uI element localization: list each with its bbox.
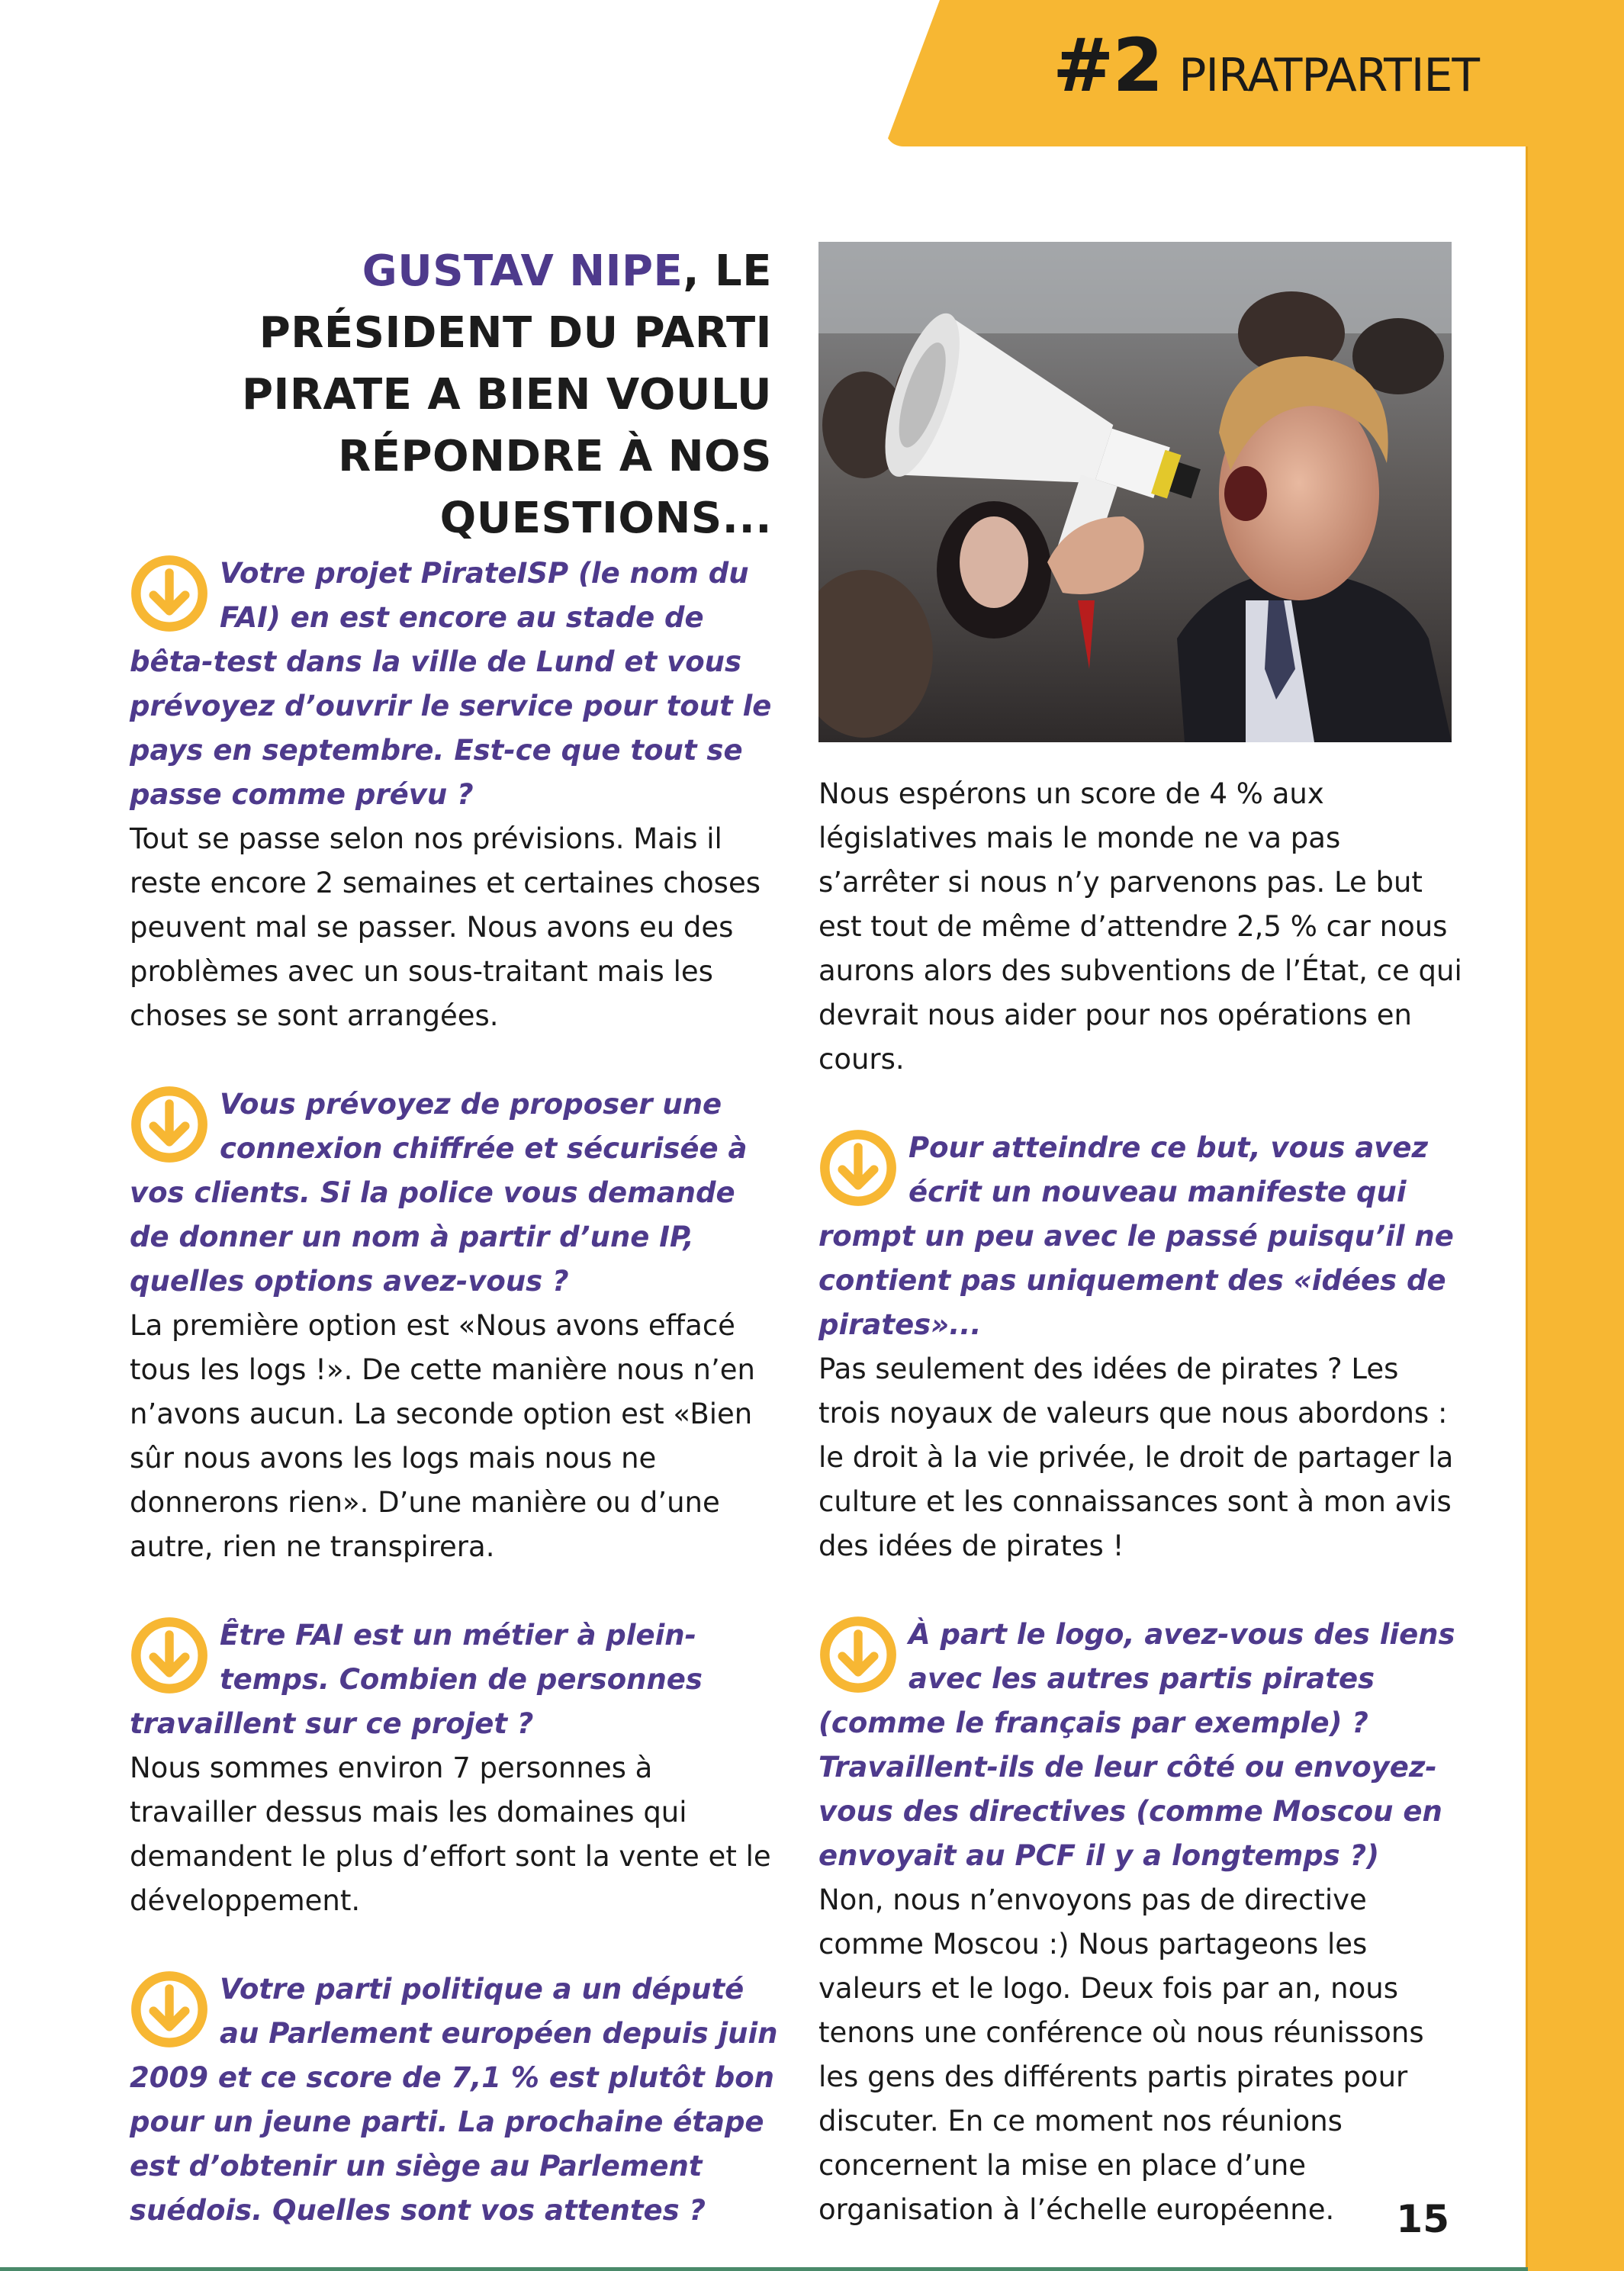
headline-text: , LE PRÉSIDENT DU PARTI PIRATE A BIEN VOULU RÉPONDRE À NOS QUESTIONS... [241, 246, 772, 543]
question-text: Être FAI est un métier à plein-temps. Combien de personnes travaillent sur ce projet ? [130, 1619, 703, 1740]
right-accent-bar [1528, 0, 1624, 2271]
right-accent-bar-edge [1526, 0, 1528, 2271]
headline-name: GUSTAV NIPE [362, 246, 683, 296]
answer-5: Pas seulement des idées de pirates ? Les trois noyaux de valeurs que nous abordons : le droit à la vie privée, le droit de partager la culture et les connaissances sont à mon avis des idées de pirates ! [818, 1353, 1454, 1562]
question-5 [818, 1126, 1467, 1347]
down-arrow-circle-icon [818, 1615, 898, 1694]
down-arrow-circle-icon [818, 1128, 898, 1208]
answer-3: Nous sommes environ 7 personnes à travailler dessus mais les domaines qui demandent le plus d’effort sont la vente et le développement. [130, 1752, 771, 1917]
section-header [1053, 23, 1479, 130]
down-arrow-circle-icon [130, 1085, 209, 1164]
page-number: 15 [1396, 2197, 1449, 2241]
answer-2: La première option est «Nous avons effacé tous les logs !». De cette manière nous n’en n’avons aucun. La seconde option est «Bien sûr nous avons les logs mais nous ne donnerons rien». D’une manière ou d’une autre, rien ne transpirera. [130, 1309, 755, 1563]
left-column [130, 552, 778, 2233]
article-headline [122, 240, 772, 549]
question-2 [130, 1082, 778, 1304]
down-arrow-circle-icon [130, 1616, 209, 1695]
bottom-rule [0, 2267, 1528, 2271]
question-text: Pour atteindre ce but, vous avez écrit un nouveau manifeste qui rompt un peu avec le passé puisqu’il ne contient pas uniquement des «idées de pirates»... [818, 1131, 1454, 1341]
answer-4: Nous espérons un score de 4 % aux législatives mais le monde ne va pas s’arrêter si nous n’y parvenons pas. Le but est tout de même d’attendre 2,5 % car nous aurons alors des subventions de l’État, ce qui devrait nous aider pour nos opérations en cours. [818, 777, 1462, 1076]
down-arrow-circle-icon [130, 1970, 209, 2049]
question-3 [130, 1613, 778, 1746]
question-1 [130, 552, 778, 817]
question-text: À part le logo, avez-vous des liens avec les autres partis pirates (comme le français par exemple) ? Travaillent-ils de leur côté ou envoyez-vous des directives (comme Moscou en envoyait au PCF il y a longtemps ?) [818, 1618, 1455, 1872]
question-4 [130, 1967, 778, 2233]
answer-1: Tout se passe selon nos prévisions. Mais il reste encore 2 semaines et certaines choses peuvent mal se passer. Nous avons eu des problèmes avec un sous-traitant mais les choses se sont arrangées. [130, 822, 761, 1032]
right-column [818, 772, 1467, 2232]
answer-6: Non, nous n’envoyons pas de directive comme Moscou :) Nous partageons les valeurs et le logo. Deux fois par an, nous tenons une conférence où nous réunissons les gens des différents partis pirates pour discuter. En ce moment nos réunions concernent la mise en place d’une organisation à l’échelle européenne. [818, 1883, 1424, 2226]
question-6 [818, 1613, 1467, 1878]
photo-illustration [818, 242, 1452, 742]
question-text: Votre parti politique a un député au Parlement européen depuis juin 2009 et ce score de 7,1 % est plutôt bon pour un jeune parti. La prochaine étape est d’obtenir un siège au Parlement suédois. Quelles sont vos attentes ? [130, 1973, 778, 2227]
section-title: PIRATPARTIET [1179, 49, 1480, 102]
question-text: Votre projet PirateISP (le nom du FAI) en est encore au stade de bêta-test dans la ville de Lund et vous prévoyez d’ouvrir le service pour tout le pays en septembre. Est-ce que tout se passe comme prévu ? [130, 557, 772, 811]
question-text: Vous prévoyez de proposer une connexion chiffrée et sécurisée à vos clients. Si la police vous demande de donner un nom à partir d’une IP, quelles options avez-vous ? [130, 1088, 748, 1298]
down-arrow-circle-icon [130, 554, 209, 633]
section-number: #2 [1053, 23, 1163, 108]
megaphone-protest-photo [818, 242, 1452, 742]
